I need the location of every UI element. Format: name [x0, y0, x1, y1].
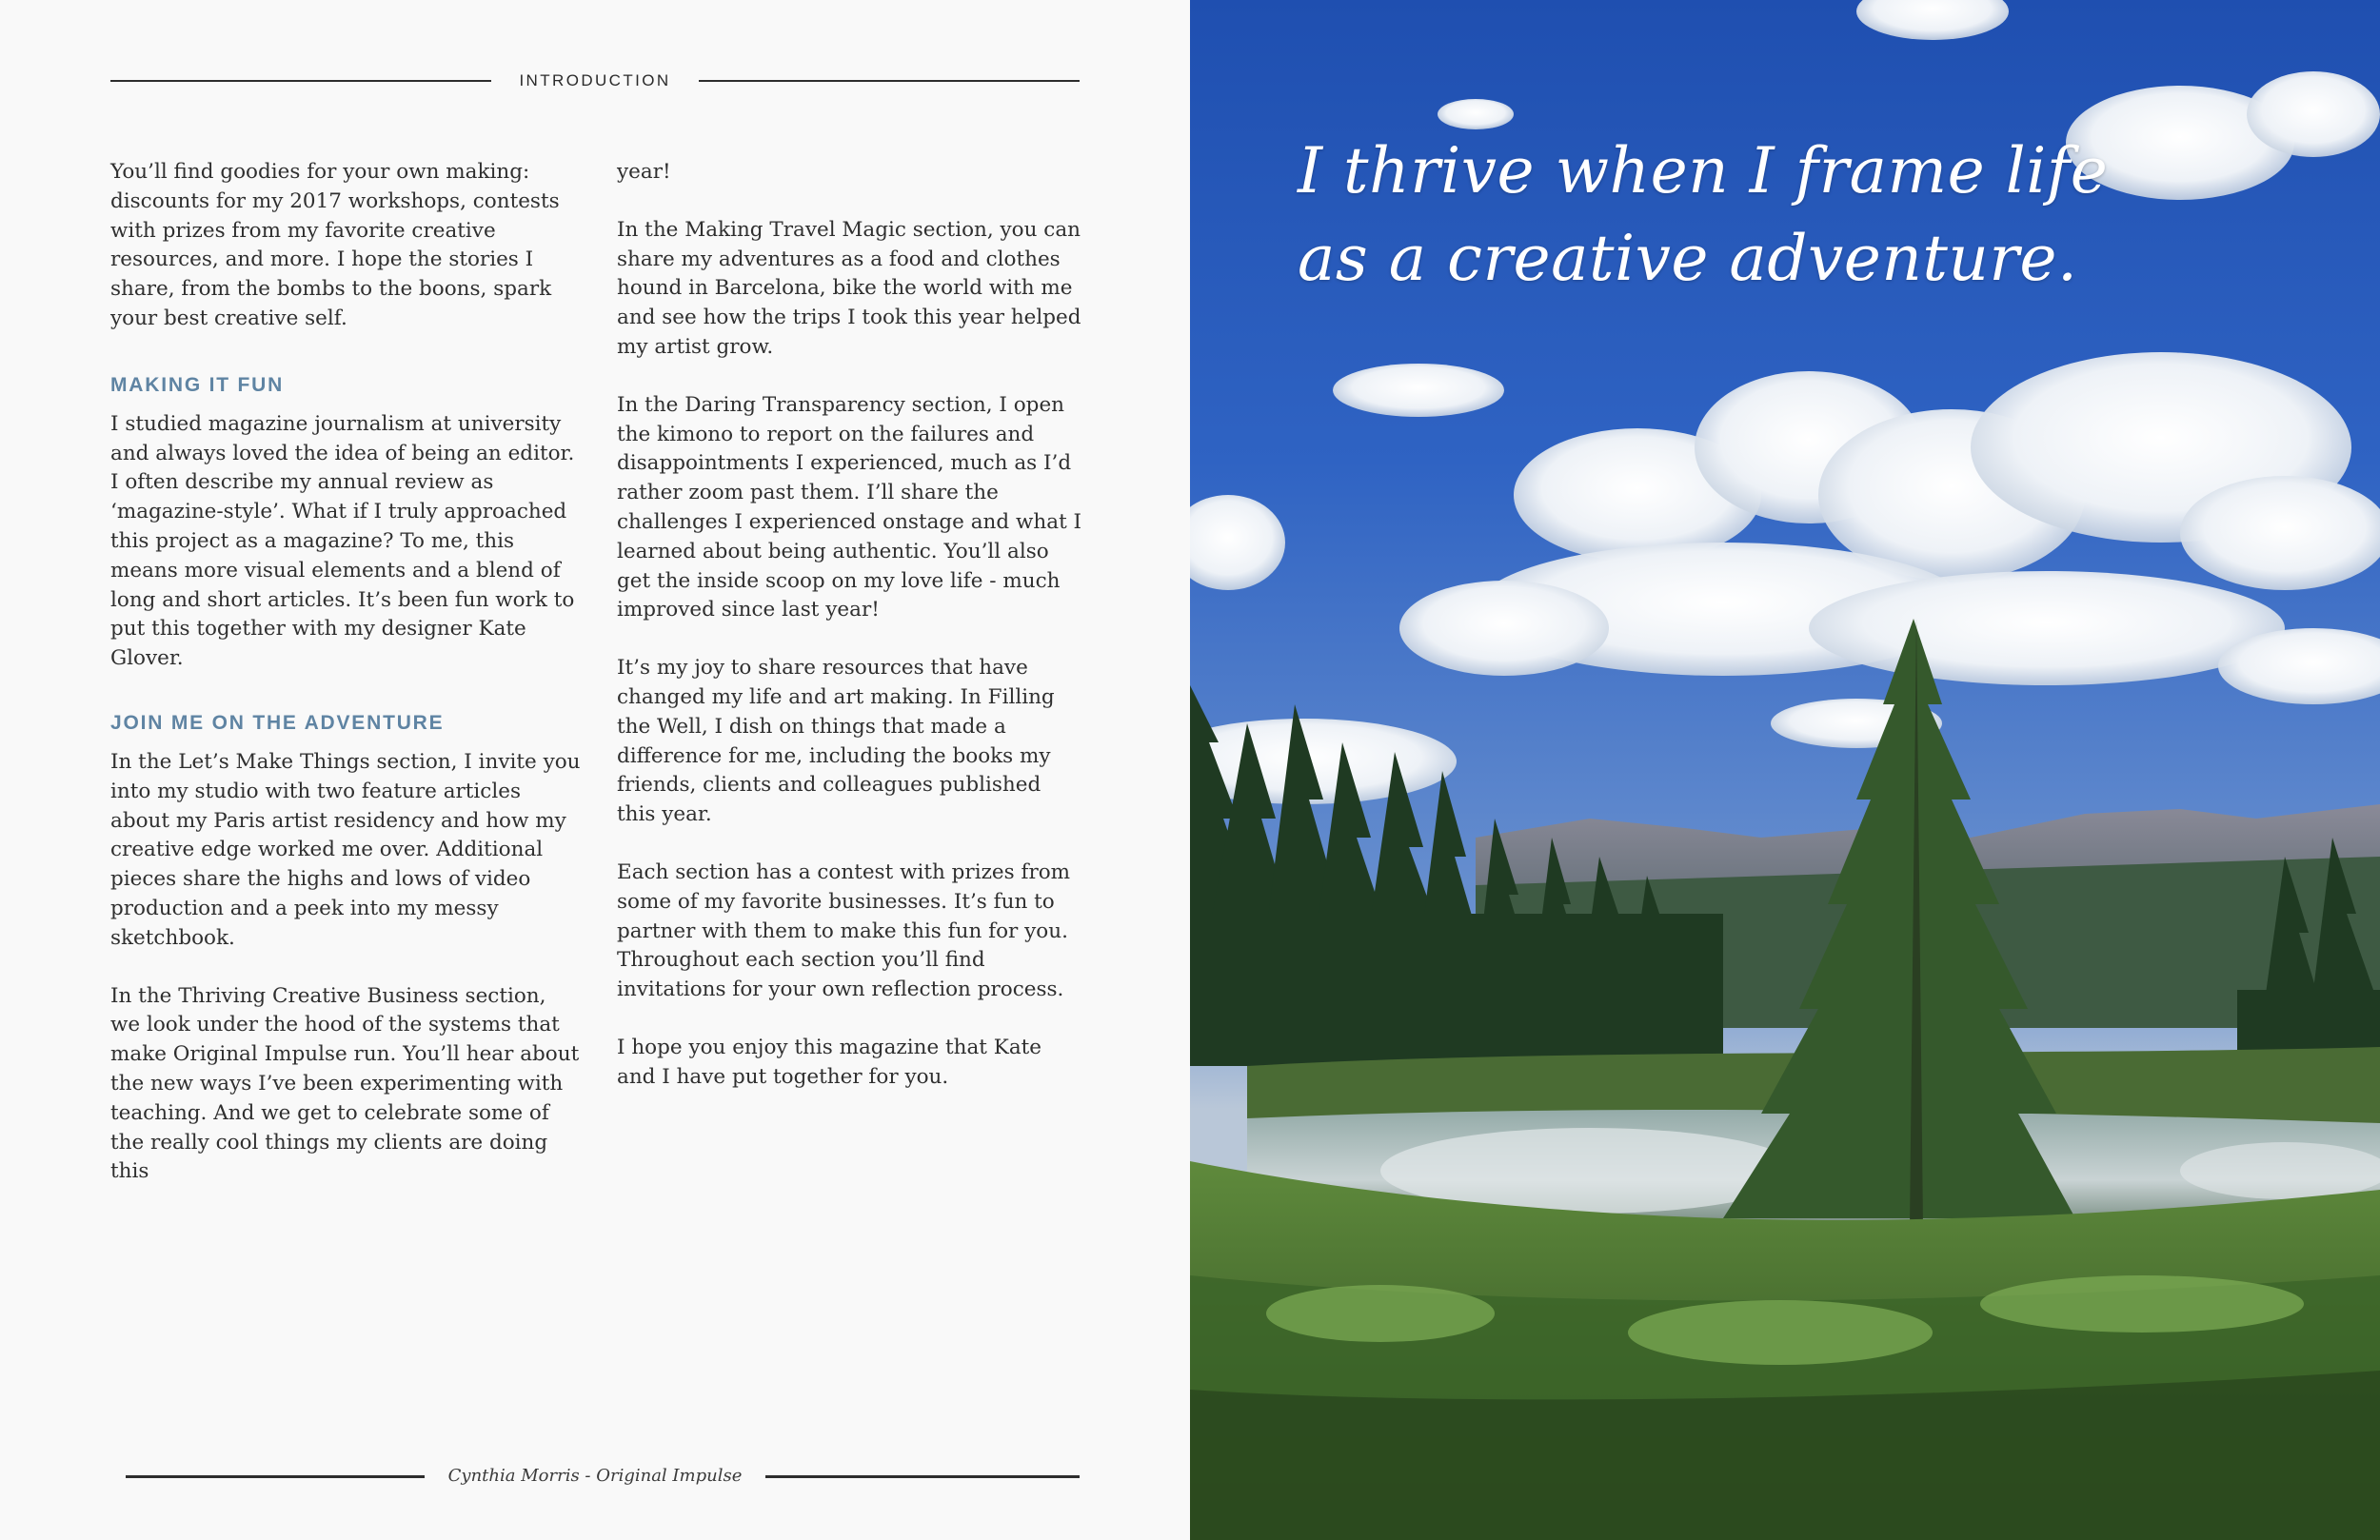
header-rule-right — [699, 80, 1080, 82]
paragraph: You’ll find goodies for your own making: discounts for my 2017 workshops, contests with prizes from my favorite creative resources, and more. I hope the stories I share, from the bombs to the boons, spark your best creative self. — [110, 160, 560, 330]
heading-join-me: JOIN ME ON THE ADVENTURE — [110, 711, 445, 734]
pull-quote — [1298, 128, 2345, 303]
paragraph: Each section has a contest with prizes from some of my favorite businesses. It’s fun to partner with them to make this fun for you. Throughout each section you’ll find invitations for your own reflection process. — [617, 859, 1071, 1002]
footer-credit: Cynthia Morris - Original Impulse — [447, 1466, 743, 1486]
footer-rule-right — [765, 1475, 1080, 1478]
paragraph: In the Thriving Creative Business section, we look under the hood of the systems that make Original Impulse run. You’ll hear about the new ways I’ve been experimenting with teaching. And we get to celebrate some of the really cool things my clients are doing this — [110, 983, 580, 1184]
paragraph: In the Daring Transparency section, I open the kimono to report on the failures and disappointments I experienced, much as I’d rather zoom past them. I’ll share the challenges I experienced onstage and what I learned about being authentic. You’ll also get the inside scoop on my love life - much improved since last year! — [617, 392, 1082, 622]
quote-line-2: as a creative adventure. — [1298, 222, 2078, 295]
heading-making-it-fun: MAKING IT FUN — [110, 373, 285, 396]
text-column-2 — [617, 158, 1085, 1093]
paragraph: It’s my joy to share resources that have changed my life and art making. In Filling the Well, I dish on things that made a difference for me, including the books my friends, clients and colleagues published this year. — [617, 656, 1055, 827]
text-column-1 — [110, 158, 581, 1187]
header-rule-left — [110, 80, 491, 82]
footer-rule-left — [126, 1475, 425, 1478]
paragraph: In the Making Travel Magic section, you can share my adventures as a food and clothes hound in Barcelona, bike the world with me and see how the trips I took this year helped my artist grow. — [617, 217, 1081, 359]
quote-line-1: I thrive when I frame life — [1298, 134, 2109, 207]
section-label: INTRODUCTION — [519, 71, 671, 89]
paragraph: year! — [617, 160, 671, 184]
paragraph: I studied magazine journalism at university and always loved the idea of being an editor. I often describe my annual review as ‘magazine-style’. What if I truly approached this project as a magazine? To me, this means more visual elements and a blend of long and short articles. It’s been fun work to put this together with my designer Kate Glover. — [110, 411, 575, 671]
paragraph: In the Let’s Make Things section, I invite you into my studio with two feature articles about my Paris artist residency and how my creative edge worked me over. Additional pieces share the highs and lows of video production and a peek into my messy sketchbook. — [110, 749, 581, 950]
section-header — [110, 69, 1080, 93]
landscape-photo — [1190, 0, 2380, 1540]
paragraph: I hope you enjoy this magazine that Kate and I have put together for you. — [617, 1035, 1042, 1089]
page-footer — [126, 1462, 1080, 1491]
clouds — [1190, 0, 2380, 804]
